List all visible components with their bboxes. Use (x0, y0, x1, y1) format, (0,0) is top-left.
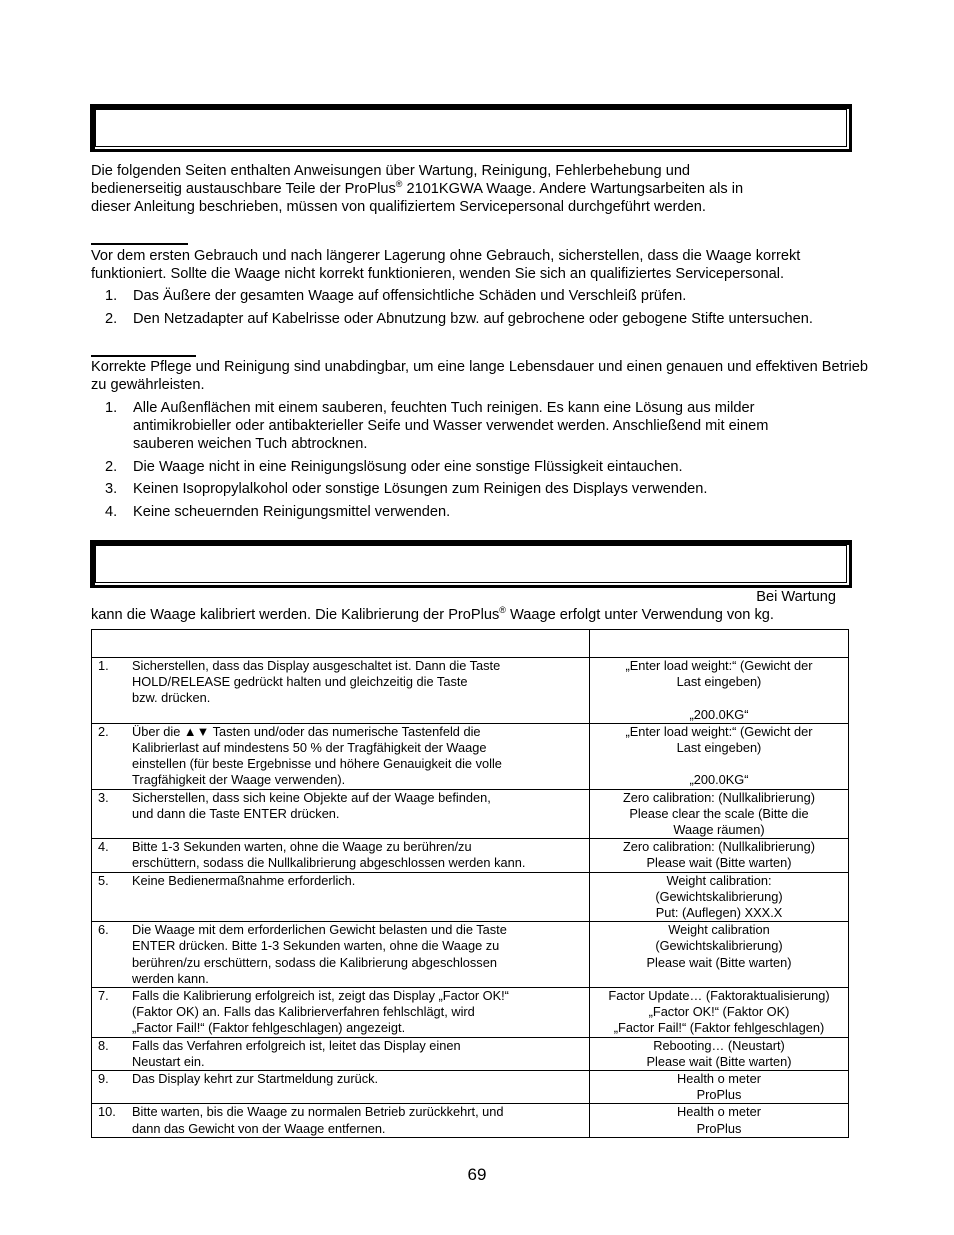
step-cell: 1. Sicherstellen, dass das Display ausgeschaltet ist. Dann die Taste HOLD/RELEASE gedrückt halten und gleichzeitig die Taste bzw. drücken. (92, 658, 590, 724)
header-cell-display (590, 630, 849, 658)
table-row (92, 1104, 849, 1137)
display-cell: Health o meter ProPlus (590, 1071, 849, 1104)
section-banner-maintenance (90, 104, 852, 152)
page-number: 69 (467, 1165, 487, 1184)
table-row (92, 872, 849, 922)
step-cell: 8. Falls das Verfahren erfolgreich ist, leitet das Display einen Neustart ein. (92, 1037, 590, 1070)
header-cell-step (92, 630, 590, 658)
display-cell: Weight calibration: (Gewichtskalibrierung) Put: (Auflegen) XXX.X (590, 872, 849, 922)
table-row (92, 723, 849, 789)
calibration-table (91, 629, 849, 1138)
list-item: 1. Alle Außenflächen mit einem sauberen, feuchten Tuch reinigen. Es kann eine Lösung aus milder antimikrobieller oder antibakterieller Seife und Wasser verwendet werden. Anschließend mit einem sauberen weichen Tuch abtrocknen. (105, 400, 769, 452)
step-cell: 9. Das Display kehrt zur Startmeldung zurück. (92, 1071, 590, 1104)
intro-paragraph (91, 162, 871, 216)
list-item: 2. Die Waage nicht in eine Reinigungslösung oder eine sonstige Flüssigkeit eintauchen. (105, 458, 683, 475)
table-row (92, 922, 849, 988)
display-cell: „Enter load weight:“ (Gewicht der Last eingeben) „200.0KG“ (590, 658, 849, 724)
calibration-intro: kann die Waage kalibriert werden. Die Kalibrierung der ProPlus® Waage erfolgt unter Verwendung von kg. (91, 605, 774, 623)
table-row (92, 789, 849, 839)
table-row (92, 988, 849, 1038)
calibration-note-right: Bei Wartung (756, 589, 836, 605)
table-row (92, 1037, 849, 1070)
list-item: 3. Keinen Isopropylalkohol oder sonstige Lösungen zum Reinigen des Displays verwenden. (105, 481, 708, 497)
inspection-heading-rule (91, 243, 188, 245)
intro-line-1: Die folgenden Seiten enthalten Anweisungen über Wartung, Reinigung, Fehlerbehebung und (91, 163, 691, 179)
step-cell: 7. Falls die Kalibrierung erfolgreich ist, zeigt das Display „Factor OK!“ (Faktor OK) an. Falls das Kalibrierverfahren fehlschlägt, wird „Factor Fail!“ (Faktor fehlgeschlagen) angezeigt. (92, 988, 590, 1038)
step-cell: 5. Keine Bedienermaßnahme erforderlich. (92, 872, 590, 922)
display-cell: Weight calibration (Gewichtskalibrierung) Please wait (Bitte warten) (590, 922, 849, 988)
display-cell: Zero calibration: (Nullkalibrierung) Please clear the scale (Bitte die Waage räumen) (590, 789, 849, 839)
intro-line-3: dieser Anleitung beschrieben, müssen von qualifiziertem Servicepersonal durchgeführt werden. (91, 199, 706, 215)
list-item: 4. Keine scheuernden Reinigungsmittel verwenden. (105, 503, 451, 520)
step-cell: 4. Bitte 1-3 Sekunden warten, ohne die Waage zu berühren/zu erschüttern, sodass die Nullkalibrierung abgeschlossen werden kann. (92, 839, 590, 872)
display-cell: Health o meter ProPlus (590, 1104, 849, 1137)
table-row (92, 839, 849, 872)
inspection-paragraph: Vor dem ersten Gebrauch und nach längerer Lagerung ohne Gebrauch, sicherstellen, dass die Waage korrekt funktioniert. Sollte die Waage nicht korrekt funktionieren, wenden Sie sich an qualifiziertes Servicepersonal. (91, 248, 801, 282)
inspection-list (91, 287, 871, 332)
cleaning-heading-rule (91, 355, 196, 357)
step-cell: 3. Sicherstellen, dass sich keine Objekte auf der Waage befinden, und dann die Taste ENTER drücken. (92, 789, 590, 839)
step-cell: 6. Die Waage mit dem erforderlichen Gewicht belasten und die Taste ENTER drücken. Bitte 1-3 Sekunden warten, ohne die Waage zu berühren/zu erschüttern, sodass die Kalibrierung abgeschlossen werden kann. (92, 922, 590, 988)
table-row (92, 1071, 849, 1104)
cleaning-paragraph: Korrekte Pflege und Reinigung sind unabdingbar, um eine lange Lebensdauer und einen genauen und effektiven Betrieb zu gewährleisten. (91, 359, 869, 393)
step-cell: 10. Bitte warten, bis die Waage zu normalen Betrieb zurückkehrt, und dann das Gewicht von der Waage entfernen. (92, 1104, 590, 1137)
display-cell: Factor Update… (Faktoraktualisierung) „Factor OK!“ (Faktor OK) „Factor Fail!“ (Faktor fehlgeschlagen) (590, 988, 849, 1038)
registered-mark: ® (395, 179, 403, 190)
table-row (92, 658, 849, 724)
section-banner-calibration (90, 540, 852, 588)
cleaning-list (91, 399, 831, 525)
display-cell: „Enter load weight:“ (Gewicht der Last eingeben) „200.0KG“ (590, 723, 849, 789)
list-item: 2. Den Netzadapter auf Kabelrisse oder Abnutzung bzw. auf gebrochene oder gebogene Stifte untersuchen. (105, 310, 813, 327)
list-item: 1. Das Äußere der gesamten Waage auf offensichtliche Schäden und Verschleiß prüfen. (105, 288, 687, 304)
step-cell: 2. Über die ▲▼ Tasten und/oder das numerische Tastenfeld die Kalibrierlast auf mindestens 50 % der Tragfähigkeit der Waage einstellen (für beste Ergebnisse und höhere Genauigkeit die volle Tragfähigkeit der Waage verwenden). (92, 723, 590, 789)
table-header-row (92, 630, 849, 658)
display-cell: Zero calibration: (Nullkalibrierung) Please wait (Bitte warten) (590, 839, 849, 872)
registered-mark: ® (499, 605, 506, 616)
intro-line-2: bedienerseitig austauschbare Teile der ProPlus® 2101KGWA Waage. Andere Wartungsarbeiten als in (91, 179, 744, 197)
display-cell: Rebooting… (Neustart) Please wait (Bitte warten) (590, 1037, 849, 1070)
